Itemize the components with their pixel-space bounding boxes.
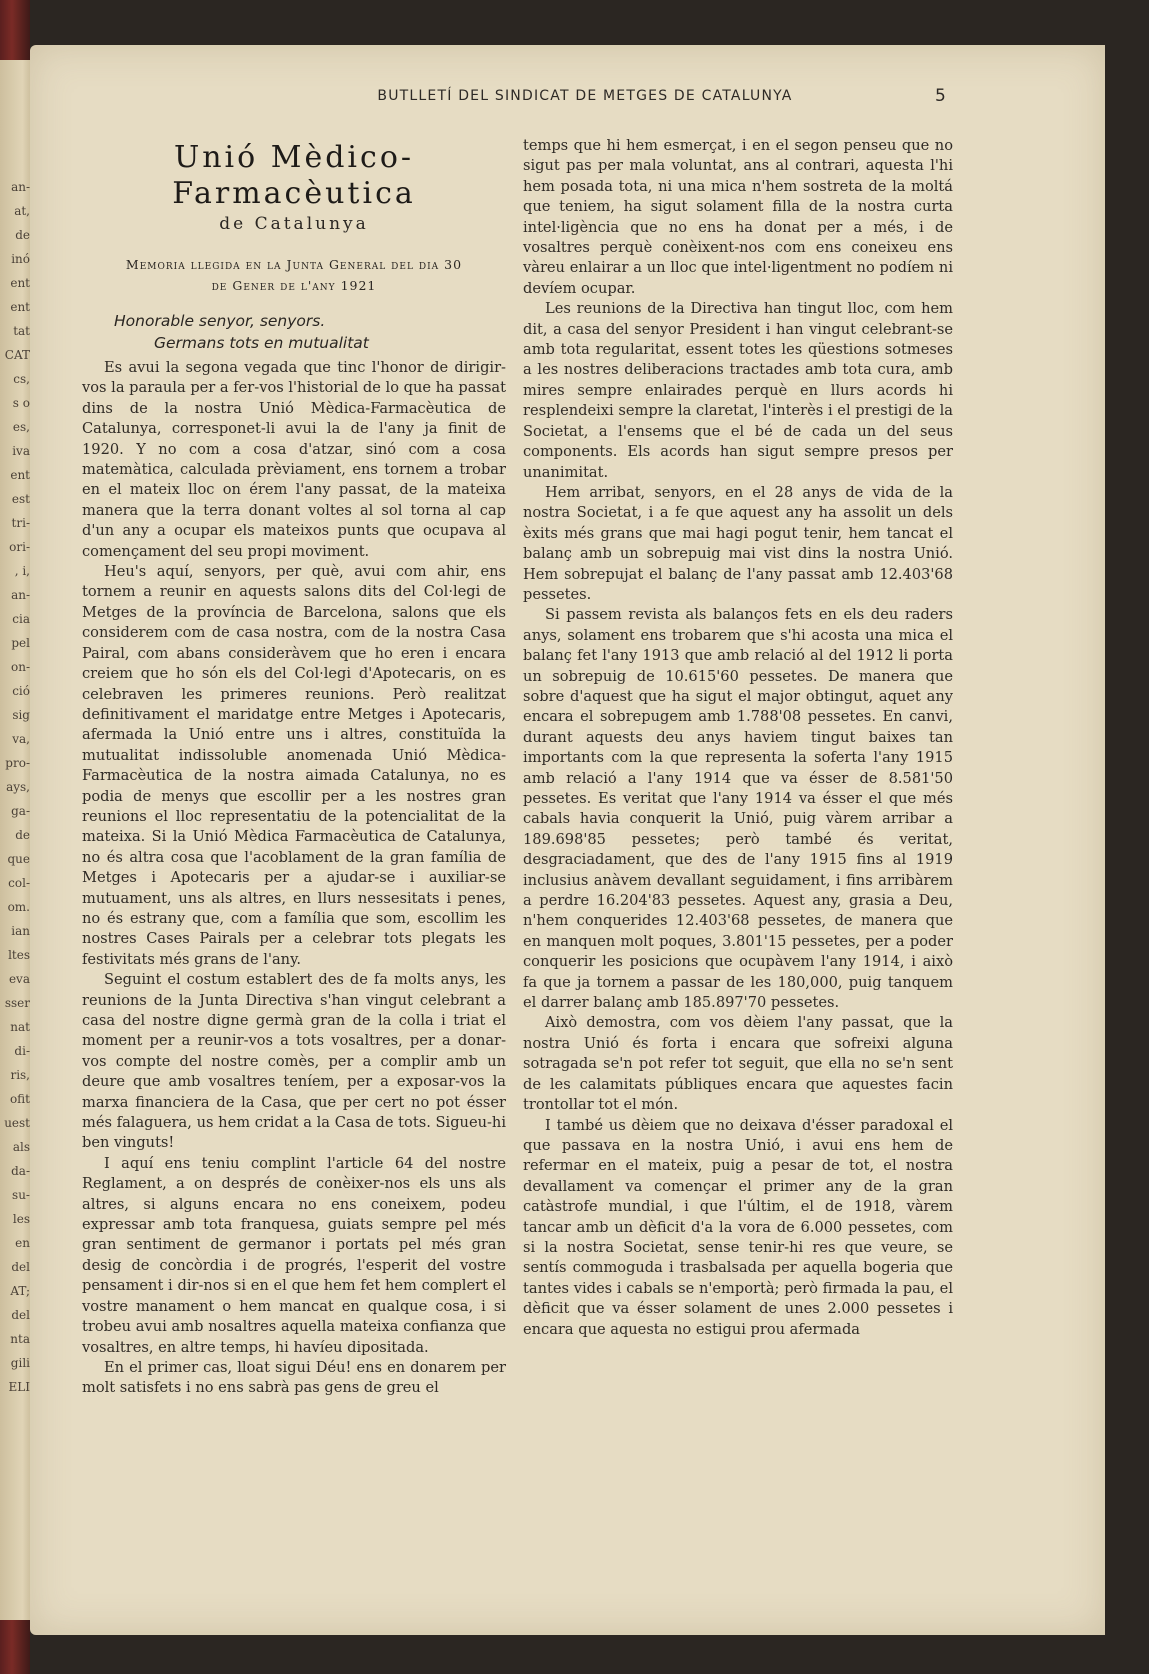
previous-page-fragment: les xyxy=(12,1212,30,1226)
salutation-line-1: Honorable senyor, senyors. xyxy=(114,312,326,330)
previous-page-fragment: ELI xyxy=(8,1380,30,1394)
previous-page-fragment: sser xyxy=(4,996,30,1010)
previous-page-fragment: su- xyxy=(12,1188,30,1202)
previous-page-fragment: an- xyxy=(11,588,30,602)
paragraph: Això demostra, com vos dèiem l'any passat, que la nostra Unió és forta i encara que sofreixi alguna sotragada se'n pot refer tot seguit, que ella no se'n sent de les calamitats públiques encara que aquestes facin trontollar tot el món. xyxy=(523,1014,953,1114)
previous-page-fragment: an- xyxy=(11,180,30,194)
previous-page-fragment: ltes xyxy=(8,948,30,962)
previous-page-fragment: ent xyxy=(10,468,30,482)
paragraph: Si passem revista als balanços fets en els deu raders anys, solament ens trobarem que s'hi acosta una mica el balanç fet l'any 1913 que amb relació al del 1912 li porta un sobrepuig de 10.615'60 pessetes. De manera que sobre d'aquest que ha sigut el major obtingut, aquet any encara el sobrepugem amb 1.788'08 pessetes. En canvi, durant aquests deu anys haviem tingut baixes tan importants com la que representa la soferta l'any 1915 amb relació a l'any 1914 que va ésser de 8.581'50 pessetes. Es veritat que l'any 1914 va ésser el que més cabals havia conquerit la Unió, puig vàrem arribar a 189.698'85 pessetes; però també és veritat, desgraciadament, que des de l'any 1915 fins al 1919 inclusius anàvem devallant seguidament, i fins arribàrem a perdre 16.204'83 pessetes. Aquest any, grasia a Deu, n'hem conquerides 12.403'68 pessetes, de manera que en manquen molt poques, 3.801'15 pessetes, per a poder conquerir les posicions que ocupàvem l'any 1914, i això fa que ja tornem a passar de les 180,000, puig tanquem el darrer balanç amb 185.897'70 pessetes. xyxy=(523,606,953,1012)
previous-page-fragment: cs, xyxy=(13,372,30,386)
previous-page-fragment: ris, xyxy=(10,1068,30,1082)
previous-page-fragment: om. xyxy=(7,900,30,914)
previous-page-fragment: ian xyxy=(11,924,30,938)
previous-page-fragment: es, xyxy=(12,420,30,434)
previous-page-fragment: sig xyxy=(12,708,30,722)
paragraph: En el primer cas, lloat sigui Déu! ens en donarem per molt satisfets i no ens sabrà pas gens de greu el xyxy=(82,1358,506,1397)
previous-page-fragment: s o xyxy=(12,396,30,410)
previous-page-fragment: que xyxy=(7,852,30,866)
previous-page-fragment: eva xyxy=(8,972,30,986)
previous-page-fragment: tat xyxy=(13,324,30,338)
previous-page-fragment: inó xyxy=(11,252,30,266)
previous-page-edge xyxy=(0,60,32,1620)
paragraph: I aquí ens teniu complint l'article 64 del nostre Reglament, a on després de conèixer-nos els uns als altres, si alguns encara no ens coneixem, podeu expressar amb tota franquesa, guiats sempre pel més gran sentiment de germanor i portats pel més gran desig de concòrdia i de progrés, l'esperit del vostre pensament i dir-nos si en el que hem fet hem complert el vostre manament o hem mancat en qualque cosa, i si trobeu avui amb nosaltres aquella mateixa confianza que vosaltres, en altre temps, hi havíeu dipositada. xyxy=(82,1154,506,1356)
previous-page-fragment: nta xyxy=(10,1332,30,1346)
article-subtitle: de Catalunya xyxy=(219,214,369,234)
paragraph: Seguint el costum establert des de fa molts anys, les reunions de la Junta Directiva s'han vingut celebrant a casa del nostre digne germà gran de la colla i triat el moment per a reunir-vos a tots vosaltres, per a donar-vos compte del nostre comès, per a complir amb un deure que amb vosaltres teníem, per a exposar-vos la marxa financiera de la Casa, que per cert no pot ésser més falaguera, us hem cridat a la Casa de tots. Sigueu-hi ben vinguts! xyxy=(82,971,506,1152)
previous-page-fragment: ga- xyxy=(11,804,30,818)
paragraph: Les reunions de la Directiva han tingut lloc, com hem dit, a casa del senyor President i han vingut celebrant-se amb tota regularitat, essent totes les qüestions sotmeses a les nostres deliberacions tractades amb tota cura, amb mires sempre enlairades perquè en llurs acords hi resplendeixi sempre la claretat, l'interès i el prestigi de la Societat, a l'ensems que el bé de cada un del seus components. Els acords han sigut sempre presos per unanimitat. xyxy=(523,300,953,481)
previous-page-fragment: col- xyxy=(8,876,30,890)
left-column xyxy=(82,140,506,1399)
previous-page-fragment: gili xyxy=(10,1356,30,1370)
previous-page-fragment: iva xyxy=(12,444,30,458)
previous-page-fragment: va, xyxy=(12,732,30,746)
paragraph: Es avui la segona vegada que tinc l'honor de dirigir-vos la paraula per a fer-vos l'historial de lo que ha passat dins de la nostra Unió Mèdica-Farmacèutica de Catalunya, corresponet-li avui la de l'any ja finit de 1920. Y no com a cosa d'atzar, sinó com a cosa matemàtica, calculada prèviament, ens tornem a trobar en el mateix lloc on érem l'any passat, de la mateixa manera que la terra donant voltes al sol torna al cap d'un any a ocupar els mateixos punts que ocupava al començament del seu propi moviment. xyxy=(82,359,506,560)
previous-page-fragment: uest xyxy=(4,1116,30,1130)
previous-page-fragment: pel xyxy=(11,636,30,650)
previous-page-fragment: tri- xyxy=(11,516,30,530)
previous-page-fragment: da- xyxy=(11,1164,30,1178)
previous-page-fragment: ció xyxy=(12,684,30,698)
article-title: Unió Mèdico-Farmacèutica xyxy=(172,140,416,211)
previous-page-fragment: nat xyxy=(10,1020,30,1034)
previous-page-fragment: cia xyxy=(12,612,30,626)
previous-page-fragment: at, xyxy=(14,204,30,218)
previous-page-fragment: de xyxy=(15,228,30,242)
right-column xyxy=(523,136,953,1340)
paragraph: I també us dèiem que no deixava d'ésser paradoxal el que passava en la nostra Unió, i avui ens hem de refermar en el mateix, puig a pesar de tot, el nostra devallament va començar el primer any de la gran catàstrofe mundial, i que l'últim, el de 1918, vàrem tancar amb un dèficit d'a la vora de 6.000 pessetes, com si la nostra Societat, sense tenir-hi res que veure, se sentís commoguda i trasbalsada per aquella bogeria que tantes vides i cabals se n'emportà; però firmada la pau, el dèficit que va ésser solament de unes 2.000 pessetes i encara que aquesta no estigui prou afermada xyxy=(523,1116,953,1338)
previous-page-fragment: ori- xyxy=(9,540,30,554)
previous-page-fragment: en xyxy=(15,1236,30,1250)
memoria-caption: Memoria llegida en la Junta General del dia 30 de Gener de l'any 1921 xyxy=(125,257,463,293)
previous-page-fragment: del xyxy=(11,1260,30,1274)
previous-page-fragment: CAT xyxy=(4,348,30,362)
salutation-line-2: Germans tots en mutualitat xyxy=(154,334,369,352)
previous-page-fragment: di- xyxy=(14,1044,30,1058)
previous-page-fragment: est xyxy=(11,492,30,506)
previous-page-fragment: on- xyxy=(10,660,30,674)
previous-page-fragment: ays, xyxy=(6,780,30,794)
previous-page-fragment: AT; xyxy=(10,1284,30,1298)
paragraph: Heu's aquí, senyors, per què, avui com ahir, ens tornem a reunir en aquests salons dits del Col·legi de Metges de la província de Barcelona, salons que els considerem com de casa nostra, com de la nostra Casa Pairal, com abans consideràvem que ho eren i encara creiem que ho són els del Col·legi d'Apotecaris, on es celebraven les primeres reunions. Però realitzat definitivament el maridatge entre Metges i Apotecaris, afermada la Unió entre uns i altres, constituïda la mutualitat indissoluble anomenada Unió Mèdica-Farmacèutica de la nostra aimada Catalunya, no es podia de menys que escollir per a les nostres gran reunions el lloc representatiu de la potencialitat de la mateixa. Si la Unió Mèdica Farmacèutica de Catalunya, no és altra cosa que l'acoblament de la gran família de Metges i Apotecaris per a ajudar-se i auxiliar-se mutuament, uns als altres, en llurs nessesitats i penes, no és estrany que, com a família que som, escollim les nostres Cases Pairals per a celebrar tots plegats les festivitats més grans de l'any. xyxy=(82,563,506,968)
paragraph: Hem arribat, senyors, en el 28 anys de vida de la nostra Societat, i a fe que aquest any ha assolit un dels èxits més grans que mai hagi pogut tenir, hem tancat el balanç amb un sobrepuig mai vist dins la nostra Unió. Hem sobrepujat el balanç de l'any passat amb 12.403'68 pessetes. xyxy=(523,483,953,603)
paragraph: temps que hi hem esmerçat, i en el segon penseu que no sigut pas per mala voluntat, ans al contrari, aquesta l'hi hem posada tota, ni una mica n'hem sostreta de la moltá que teniem, ha sigut solament filla de la nostra curta intel·ligència que no ens ha donat per a més, i de vosaltres perquè conèixent-nos com ens coneixeu ens vàreu enlairar a un lloc que intel·ligentment no podíem ni devíem ocupar. xyxy=(523,137,953,297)
previous-page-fragment: de xyxy=(15,828,30,842)
previous-page-fragment: ent xyxy=(10,276,30,290)
previous-page-fragment: pro- xyxy=(5,756,30,770)
previous-page-fragment: ent xyxy=(10,300,30,314)
previous-page-fragment: ofit xyxy=(9,1092,30,1106)
running-head: BUTLLETÍ DEL SINDICAT DE METGES DE CATALUNYA xyxy=(377,88,793,104)
previous-page-fragment: , i, xyxy=(14,564,30,578)
previous-page-fragment: als xyxy=(12,1140,30,1154)
previous-page-fragment: del xyxy=(11,1308,30,1322)
page-number: 5 xyxy=(935,86,946,106)
